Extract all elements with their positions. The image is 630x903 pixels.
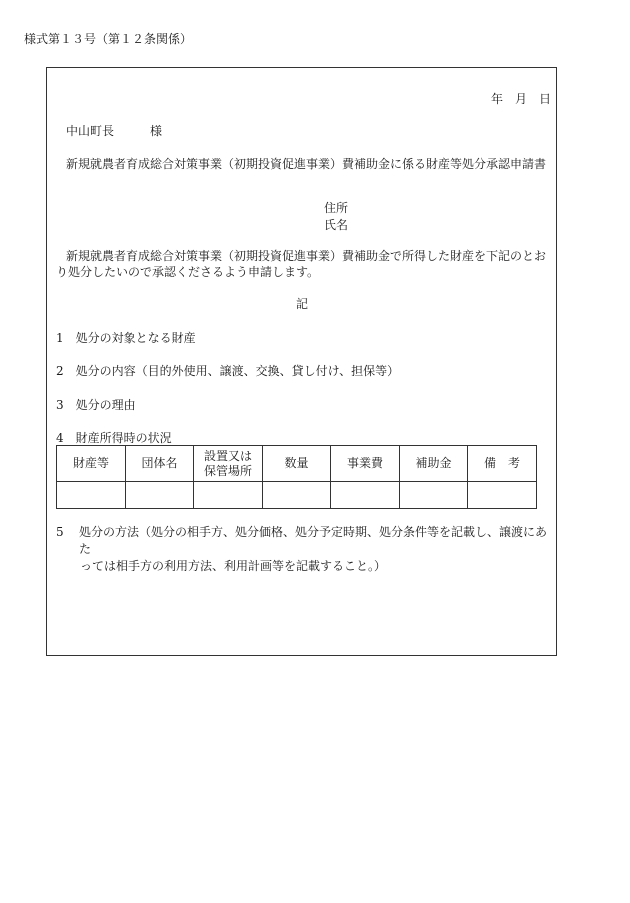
- item-5-line-2: っては相手方の利用方法、利用計画等を記載すること。）: [80, 559, 387, 573]
- table-cell[interactable]: [468, 482, 537, 509]
- table-cell[interactable]: [126, 482, 194, 509]
- table-header-line: 設置又は: [203, 448, 252, 463]
- item-5-line-1: 処分の方法（処分の相手方、処分価格、処分予定時期、処分条件等を記載し、譲渡にあた: [79, 525, 548, 556]
- table-header-cell: 数量: [263, 446, 331, 482]
- property-table: [56, 445, 537, 509]
- table-header-cell: 備 考: [468, 446, 537, 482]
- table-header-line: 保管場所: [203, 463, 252, 478]
- item-1: 1 処分の対象となる財産: [56, 331, 196, 345]
- table-cell[interactable]: [263, 482, 331, 509]
- table-header-cell: 団体名: [126, 446, 194, 482]
- item-5: [56, 524, 550, 575]
- addressee: 中山町長 様: [66, 124, 163, 138]
- table-header-cell: 財産等: [57, 446, 126, 482]
- address-label: 住所: [324, 201, 349, 215]
- item-3: 3 処分の理由: [56, 398, 136, 412]
- table-header-cell: 補助金: [400, 446, 468, 482]
- date-line: 年 月 日: [491, 92, 552, 106]
- item-2: 2 処分の内容（目的外使用、譲渡、交換、貸し付け、担保等）: [56, 364, 400, 378]
- body-paragraph: 新規就農者育成総合対策事業（初期投資促進事業）費補助金で所得した財産を下記のとおり処分したいので承認くださるよう申請します。: [56, 249, 547, 279]
- table-cell[interactable]: [331, 482, 400, 509]
- table-cell[interactable]: [57, 482, 126, 509]
- table-cell[interactable]: [194, 482, 263, 509]
- table-header-cell: [194, 446, 263, 482]
- table-row: [57, 482, 537, 509]
- table-header-row: [57, 446, 537, 482]
- document-title: 新規就農者育成総合対策事業（初期投資促進事業）費補助金に係る財産等処分承認申請書: [66, 157, 547, 171]
- table-cell[interactable]: [400, 482, 468, 509]
- item-5-number: 5: [56, 525, 64, 539]
- item-4: 4 財産所得時の状況: [56, 431, 172, 445]
- ki-heading: 記: [296, 297, 309, 311]
- form-number: 様式第１３号（第１２条関係）: [24, 32, 193, 46]
- table-header-cell: 事業費: [331, 446, 400, 482]
- name-label: 氏名: [324, 218, 349, 232]
